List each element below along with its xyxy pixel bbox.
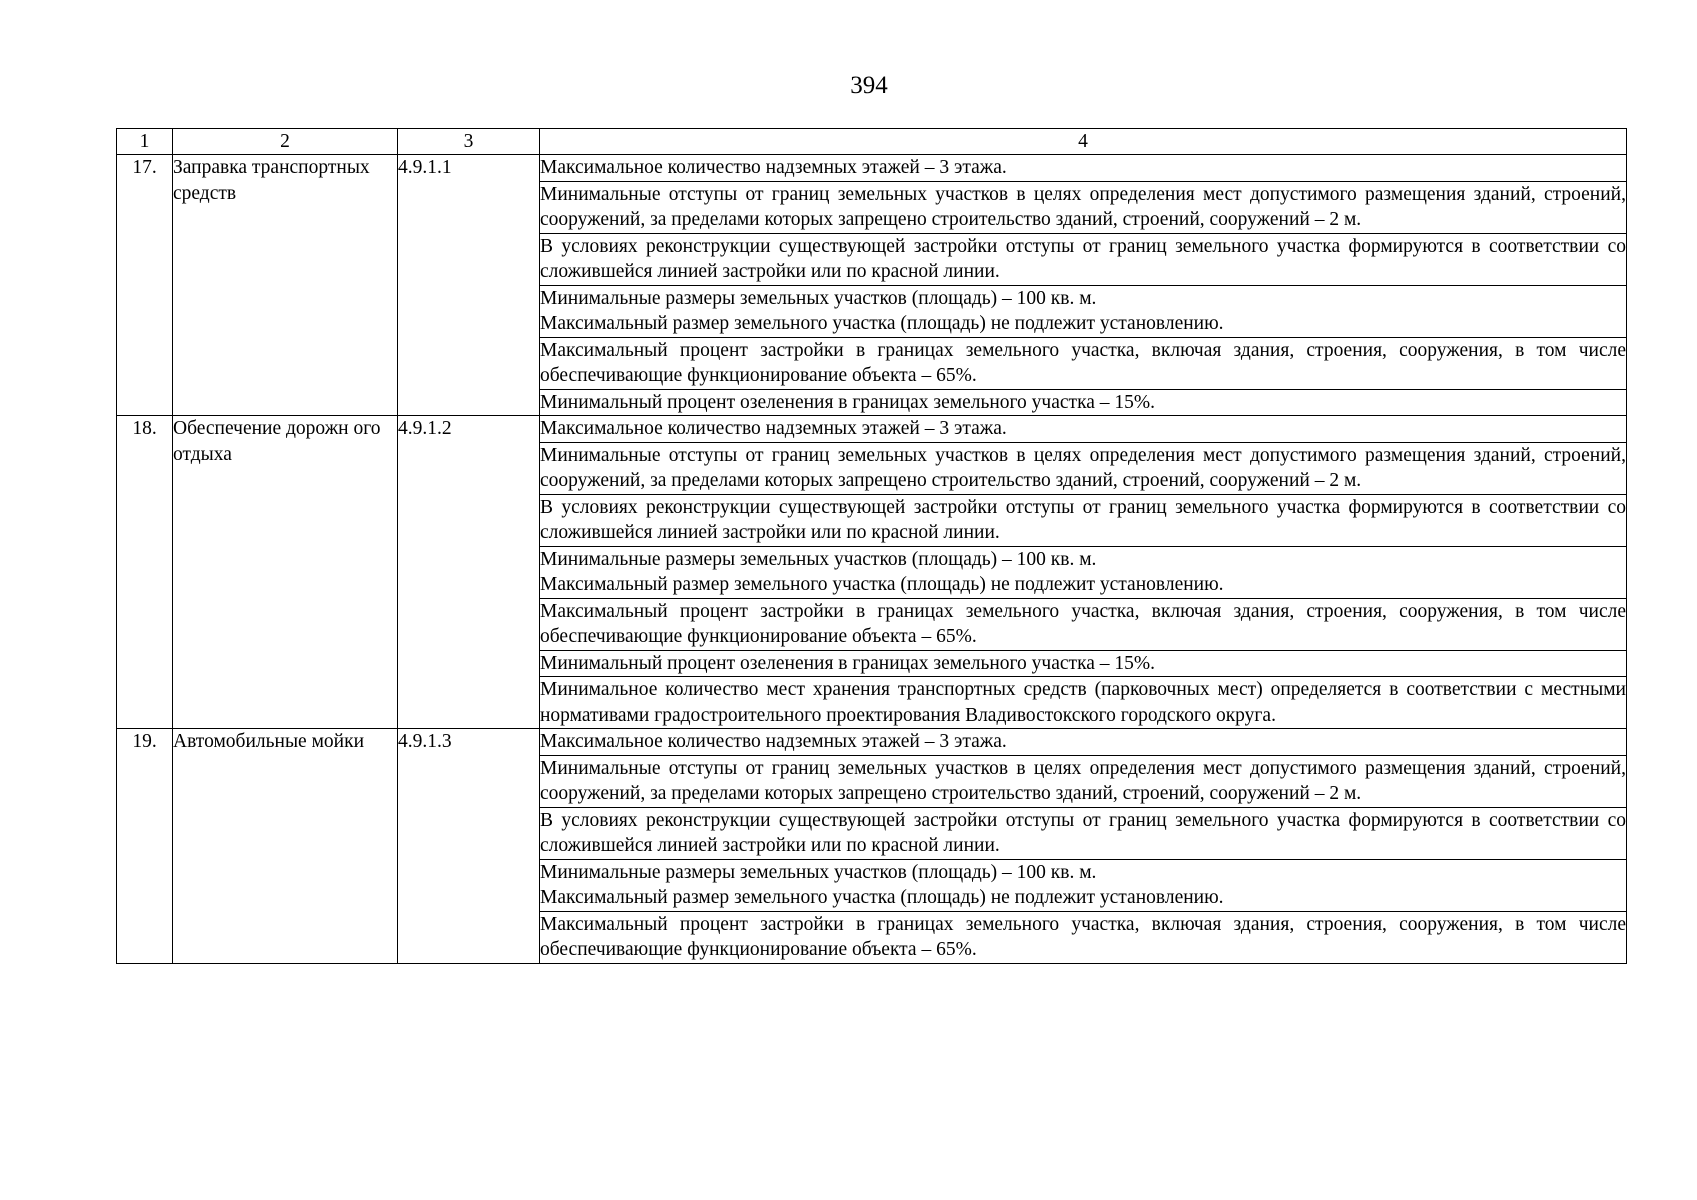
table-row bbox=[117, 155, 1627, 182]
parameter-text: Минимальное количество мест хранения транспортных средств (парковочных мест) определяется в соответствии с местными нормативами градостроительного проектирования Владивостокского городского округа. bbox=[540, 679, 1626, 726]
table-row bbox=[117, 416, 1627, 443]
use-type-name: Обеспечение дорожн ого отдыха bbox=[173, 416, 398, 729]
use-type-code: 4.9.1.1 bbox=[398, 155, 540, 416]
parameter-cell bbox=[540, 416, 1627, 443]
parameter-text: Минимальные размеры земельных участков (площадь) – 100 кв. м. bbox=[540, 861, 1097, 883]
table-body bbox=[117, 129, 1627, 964]
parameter-cell bbox=[540, 598, 1627, 650]
parameter-text: Минимальный процент озеленения в границах земельного участка – 15%. bbox=[540, 391, 1156, 413]
use-type-code: 4.9.1.3 bbox=[398, 729, 540, 964]
parameter-text: Минимальные размеры земельных участков (площадь) – 100 кв. м. bbox=[540, 548, 1097, 570]
row-number: 19. bbox=[117, 729, 173, 964]
parameter-cell bbox=[540, 729, 1627, 756]
parameter-cell bbox=[540, 442, 1627, 494]
row-number: 18. bbox=[117, 416, 173, 729]
parameter-cell bbox=[540, 285, 1627, 337]
page-number: 394 bbox=[850, 72, 888, 99]
parameter-text: Максимальное количество надземных этажей – 3 этажа. bbox=[540, 157, 1007, 178]
parameter-cell bbox=[540, 755, 1627, 807]
parameter-cell bbox=[540, 911, 1627, 963]
parameter-cell bbox=[540, 389, 1627, 416]
parameter-text: Максимальное количество надземных этажей – 3 этажа. bbox=[540, 418, 1007, 439]
header-cell: 3 bbox=[398, 129, 540, 155]
parameter-text: Максимальное количество надземных этажей – 3 этажа. bbox=[540, 731, 1007, 752]
parameter-text: Максимальный процент застройки в границах земельного участка, включая здания, строения, сооружения, в том числе обеспечивающие функционирование объекта – 65%. bbox=[540, 339, 1626, 386]
parameter-cell bbox=[540, 677, 1627, 729]
parameter-cell bbox=[540, 546, 1627, 598]
row-number: 17. bbox=[117, 155, 173, 416]
parameter-text: Максимальный процент застройки в границах земельного участка, включая здания, строения, сооружения, в том числе обеспечивающие функционирование объекта – 65%. bbox=[540, 913, 1626, 960]
parameter-text: В условиях реконструкции существующей застройки отступы от границ земельного участка формируются в соответствии со сложившейся линией застройки или по красной линии. bbox=[540, 235, 1626, 282]
parameter-cell bbox=[540, 337, 1627, 389]
parameter-cell bbox=[540, 155, 1627, 182]
parameter-text: В условиях реконструкции существующей застройки отступы от границ земельного участка формируются в соответствии со сложившейся линией застройки или по красной линии. bbox=[540, 809, 1626, 856]
use-type-name: Автомобильные мойки bbox=[173, 729, 398, 964]
parameter-text: Минимальные отступы от границ земельных участков в целях определения мест допустимого размещения зданий, строений, сооружений, за пределами которых запрещено строительство зданий, строений, сооружений – 2 м. bbox=[540, 183, 1626, 230]
parameter-cell bbox=[540, 233, 1627, 285]
parameter-cell bbox=[540, 807, 1627, 859]
header-cell: 4 bbox=[540, 129, 1627, 155]
parameter-cell bbox=[540, 650, 1627, 677]
parameter-text: В условиях реконструкции существующей застройки отступы от границ земельного участка формируются в соответствии со сложившейся линией застройки или по красной линии. bbox=[540, 496, 1626, 543]
parameter-text: Минимальный процент озеленения в границах земельного участка – 15%. bbox=[540, 652, 1156, 674]
header-row bbox=[117, 129, 1627, 155]
parameter-text: Максимальный размер земельного участка (площадь) не подлежит установлению. bbox=[540, 313, 1224, 334]
header-cell: 1 bbox=[117, 129, 173, 155]
parameter-text: Минимальные отступы от границ земельных участков в целях определения мест допустимого размещения зданий, строений, сооружений, за пределами которых запрещено строительство зданий, строений, сооружений – 2 м. bbox=[540, 444, 1626, 491]
parameter-text: Максимальный размер земельного участка (площадь) не подлежит установлению. bbox=[540, 887, 1224, 908]
parameter-cell bbox=[540, 181, 1627, 233]
parameter-text: Максимальный размер земельного участка (площадь) не подлежит установлению. bbox=[540, 574, 1224, 595]
header-cell: 2 bbox=[173, 129, 398, 155]
parameter-text: Максимальный процент застройки в границах земельного участка, включая здания, строения, сооружения, в том числе обеспечивающие функционирование объекта – 65%. bbox=[540, 600, 1626, 647]
regulations-table bbox=[116, 128, 1627, 964]
parameter-text: Минимальные размеры земельных участков (площадь) – 100 кв. м. bbox=[540, 287, 1097, 309]
use-type-name: Заправка транспортных средств bbox=[173, 155, 398, 416]
table-row bbox=[117, 729, 1627, 756]
parameter-cell bbox=[540, 859, 1627, 911]
parameter-text: Минимальные отступы от границ земельных участков в целях определения мест допустимого размещения зданий, строений, сооружений, за пределами которых запрещено строительство зданий, строений, сооружений – 2 м. bbox=[540, 757, 1626, 804]
use-type-code: 4.9.1.2 bbox=[398, 416, 540, 729]
parameter-cell bbox=[540, 494, 1627, 546]
